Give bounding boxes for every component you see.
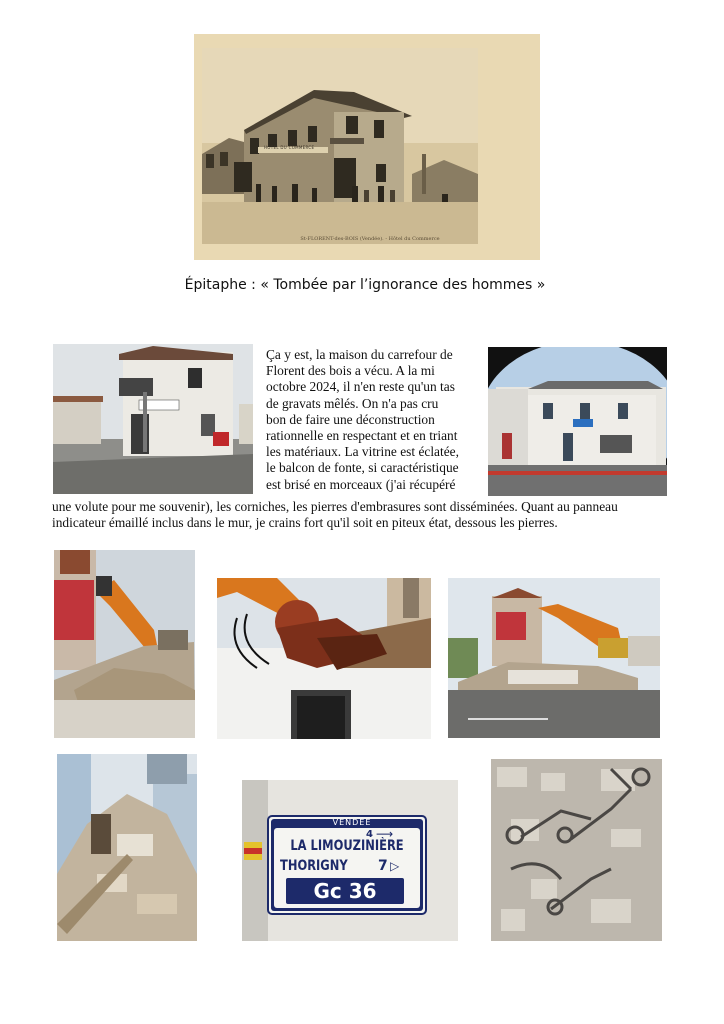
paragraph-line: Ça y est, la maison du carrefour de bbox=[266, 347, 453, 362]
sign-road-number: Gc 36 bbox=[313, 879, 377, 903]
paragraph-line: une volute pour me souvenir), les corniches, les pierres d'embrasures sont disséminées. Quant au panneau bbox=[52, 499, 618, 514]
story-paragraph-side bbox=[266, 347, 482, 493]
demolition-photo-2 bbox=[217, 578, 431, 739]
rubble-photo bbox=[57, 754, 197, 941]
road-sign-photo bbox=[242, 780, 458, 941]
house-before-photo-right bbox=[488, 347, 667, 496]
sign-dist-2: 7 bbox=[378, 858, 388, 874]
paragraph-line: le balcon de fonte, si caractéristique bbox=[266, 460, 459, 476]
sign-destination-2: THORIGNY bbox=[280, 858, 348, 874]
sign-dist-1: 4 bbox=[366, 829, 373, 840]
paragraph-line: de gravats mêlés. On n'a pas cru bbox=[266, 395, 439, 411]
sign-region: VENDÉE bbox=[332, 818, 372, 827]
paragraph-line: est brisé en morceaux (j'ai récupéré bbox=[266, 476, 456, 492]
sign-arrow-2-icon: ▷ bbox=[390, 859, 400, 873]
postcard-sign: HÔTEL DU COMMERCE bbox=[264, 145, 315, 150]
paragraph-line: indicateur émaillé inclus dans le mur, je crains fort qu'il soit en piteux état, dessous les pierres. bbox=[52, 515, 558, 531]
paragraph-line: octobre 2024, il n'en reste qu'un tas bbox=[266, 379, 455, 395]
house-before-photo-left bbox=[53, 344, 253, 494]
postcard-photo bbox=[194, 34, 540, 260]
postcard-caption: St-FLORENT-des-BOIS (Vendée). - Hôtel du Commerce bbox=[300, 236, 440, 242]
paragraph-line: Florent des bois a vécu. A la mi bbox=[266, 363, 435, 379]
ironwork-fragments-photo bbox=[491, 759, 662, 941]
sign-arrow-1-icon: ⟶ bbox=[376, 827, 394, 841]
paragraph-line: bon de faire une déconstruction bbox=[266, 411, 435, 427]
paragraph-line: rationnelle en respectant et en triant bbox=[266, 428, 458, 444]
demolition-photo-3 bbox=[448, 578, 660, 738]
epitaph-heading: Épitaphe : « Tombée par l’ignorance des hommes » bbox=[184, 277, 546, 293]
demolition-photo-1 bbox=[54, 550, 195, 738]
story-paragraph-full bbox=[52, 499, 672, 531]
sign-destination-1: LA LIMOUZINIÈRE bbox=[290, 838, 404, 854]
paragraph-line: les matériaux. La vitrine est éclatée, bbox=[266, 444, 459, 460]
